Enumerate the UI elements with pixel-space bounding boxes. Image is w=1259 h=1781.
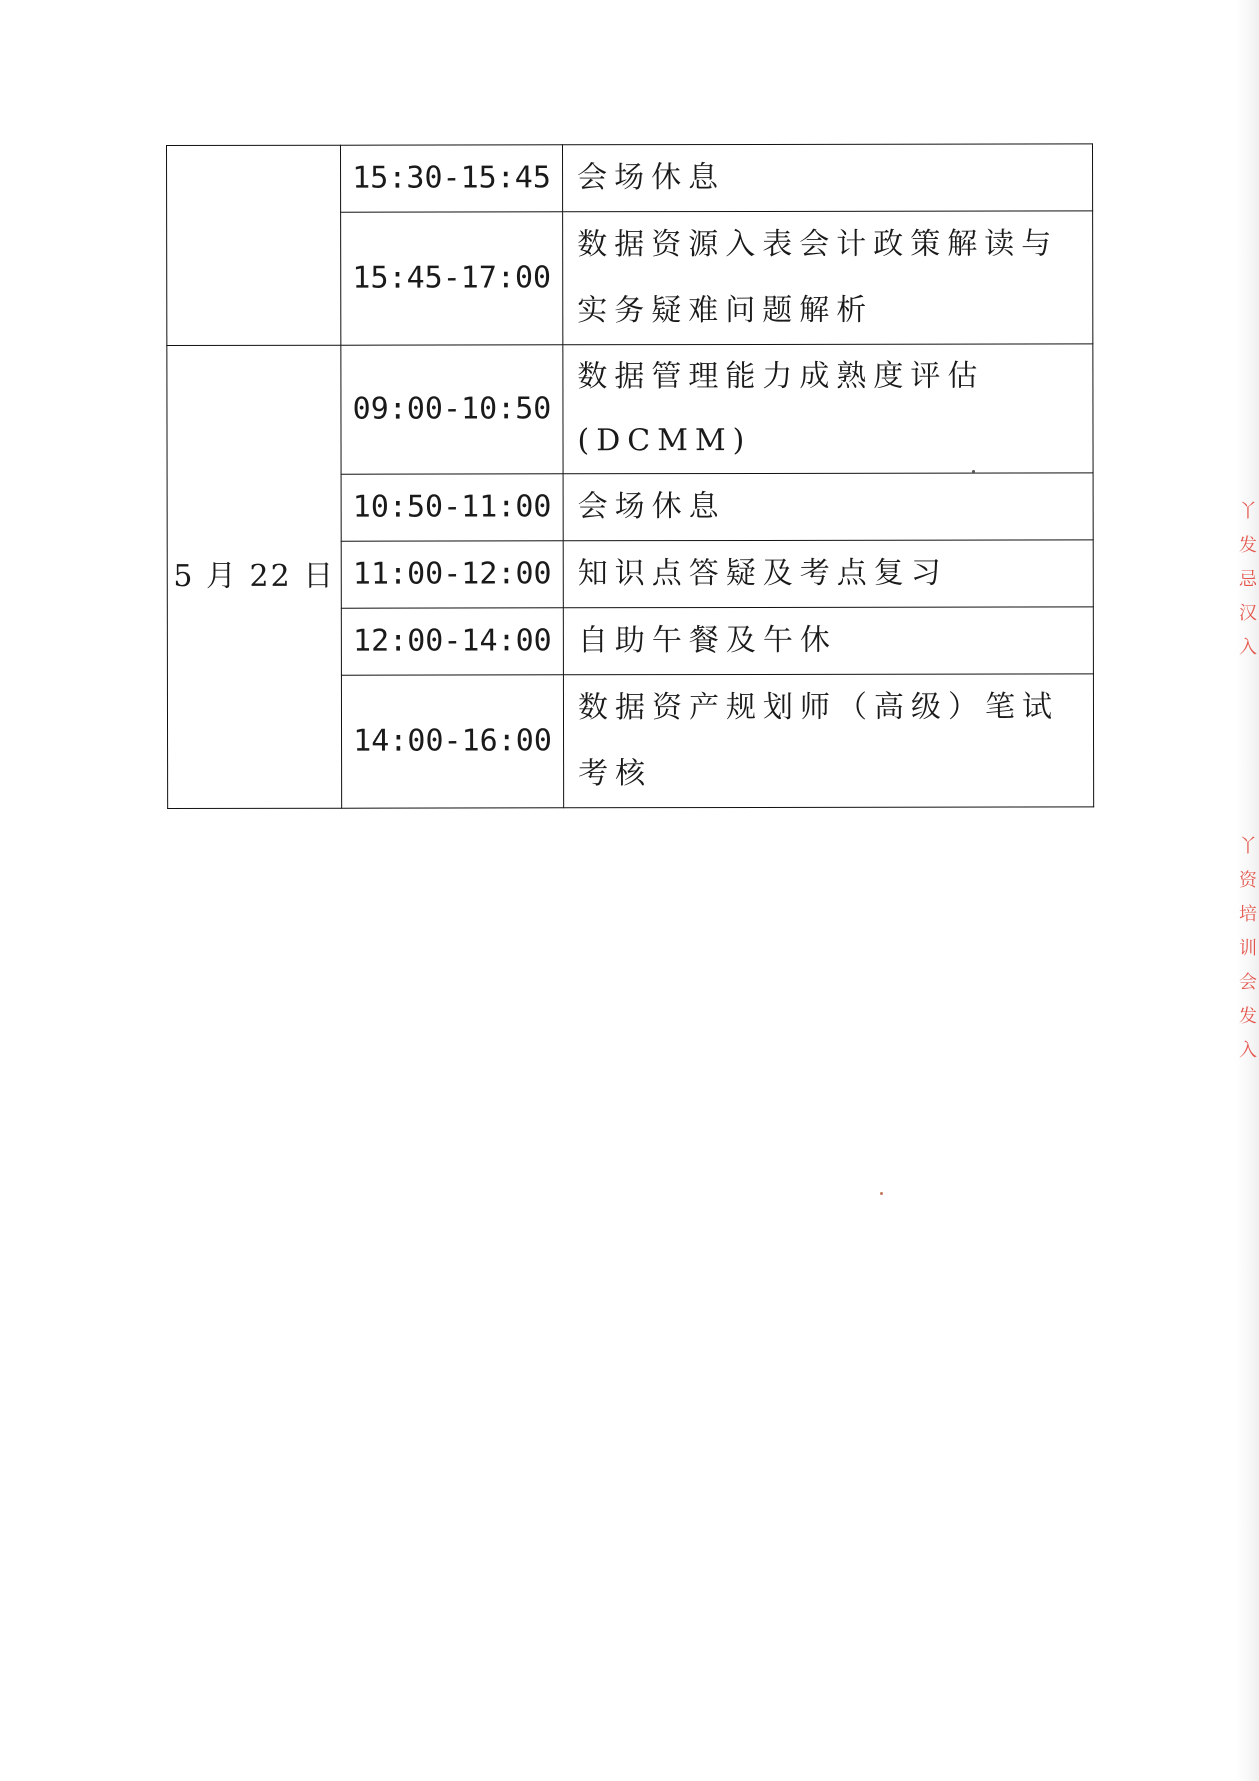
topic-cell: 知识点答疑及考点复习 — [563, 540, 1093, 608]
seal-fragment-bottom: 丫 资 培 训 会 发 入 — [1239, 836, 1257, 1061]
schedule-table — [166, 143, 1094, 809]
topic-cell: 数据资源入表会计政策解读与实务疑难问题解析 — [563, 211, 1093, 345]
time-cell: 15:45-17:00 — [341, 212, 563, 345]
time-cell: 11:00-12:00 — [341, 541, 563, 608]
time-cell: 14:00-16:00 — [341, 675, 563, 808]
scan-speck — [972, 470, 975, 473]
table-row — [167, 344, 1093, 475]
scan-speck — [880, 1192, 883, 1195]
topic-cell: 自助午餐及午休 — [563, 607, 1093, 675]
time-cell: 15:30-15:45 — [341, 145, 563, 212]
time-cell: 12:00-14:00 — [341, 608, 563, 675]
date-cell: 5 月 22 日 — [167, 345, 342, 808]
table-row — [167, 144, 1093, 213]
time-cell: 10:50-11:00 — [341, 474, 563, 541]
topic-cell: 数据资产规划师（高级）笔试考核 — [563, 674, 1093, 808]
time-cell: 09:00-10:50 — [341, 345, 563, 474]
seal-fragment-top: 丫 发 忌 汉 入 — [1239, 501, 1257, 658]
topic-cell: 会场休息 — [563, 473, 1093, 541]
topic-cell: 会场休息 — [563, 144, 1093, 212]
date-cell-continued — [167, 145, 341, 345]
topic-cell: 数据管理能力成熟度评估(DCMM) — [563, 344, 1093, 474]
